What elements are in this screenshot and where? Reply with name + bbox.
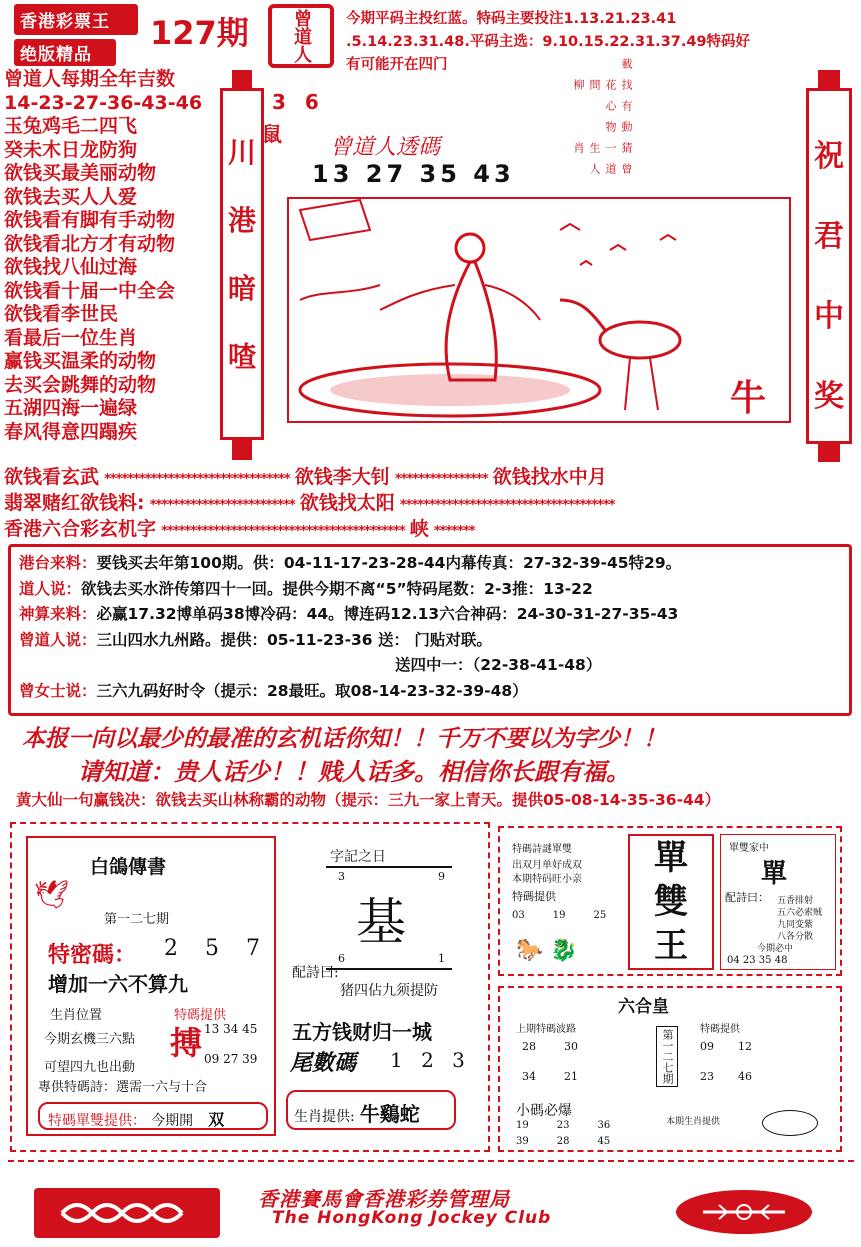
fish-icon	[762, 1110, 818, 1136]
col1-cell: 34	[522, 1070, 536, 1083]
hint-clue: 欲钱找太阳	[299, 492, 395, 514]
right-big: 單	[761, 859, 788, 889]
list-item: 看最后一位生肖	[4, 326, 138, 349]
info-label: 道人说：	[19, 579, 82, 598]
scroll-left-char: 港	[227, 204, 256, 237]
offer-numbers: 13 34 45	[204, 1022, 258, 1036]
col3-cell: 46	[738, 1070, 752, 1083]
right-poem: 九同变紫	[777, 920, 814, 930]
hint-clue: 欲钱找水中月	[492, 466, 607, 488]
info-label: 曾女士说：	[19, 681, 97, 700]
small-cell: 39	[516, 1136, 529, 1147]
center-char: 單	[654, 838, 688, 878]
scroll-side-item: 載	[620, 58, 633, 69]
footer-chinese: 香港賽馬會香港彩券管理局	[258, 1187, 510, 1211]
slogan-line-2: 请知道：贵人话少！！贱人话多。相信你长跟有福。	[78, 757, 630, 786]
hint-clue: 欲钱李大钊	[294, 466, 390, 488]
riddle-number: 25	[593, 910, 607, 921]
riddle-number: 03	[512, 910, 525, 921]
hint-stars: ****************	[394, 472, 488, 487]
col3-cell: 23	[700, 1070, 714, 1083]
poem-label: 配詩曰:	[292, 965, 339, 981]
col3-cell: 12	[738, 1040, 752, 1053]
day-header: 字記之日	[330, 849, 386, 865]
bottom-label: 本期生肖提供	[666, 1117, 721, 1127]
list-item: 欲钱看李世民	[4, 303, 119, 325]
small-cell: 45	[597, 1136, 611, 1147]
small-cell: 23	[556, 1120, 570, 1131]
center-char: 王	[654, 926, 688, 966]
animal-icons: 🐎 🐉	[516, 938, 578, 963]
col1-cell: 28	[522, 1040, 536, 1053]
info-label: 港台来料：	[19, 554, 97, 572]
info-text: 要钱买去年第100期。供：04-11-17-23-28-44内幕传真：27-32-39-45特29。	[96, 554, 682, 572]
zodiac-line: 今期玄機三六點	[44, 1032, 136, 1047]
tail-numbers: 1 2 3	[390, 1048, 471, 1072]
list-item: 赢钱买温柔的动物	[4, 350, 157, 372]
riddle-line: 出双月单好成双	[512, 860, 582, 871]
logo-badge	[14, 4, 138, 65]
riddle-offer: 特碼提供	[512, 890, 556, 903]
day-tl: 3	[338, 870, 345, 883]
logo-line-2: 绝版精品	[14, 39, 116, 66]
list-item: 去买会跳舞的动物	[4, 373, 157, 396]
col1-cell: 30	[564, 1040, 578, 1053]
scroll-left-char: 川	[227, 136, 256, 169]
center-block	[628, 834, 714, 970]
hint-label: 欲钱看玄武	[4, 466, 100, 488]
riddle-numbers	[512, 910, 606, 921]
poem-line: 專供特碼詩：選需一六与十合	[38, 1080, 208, 1095]
panel-right-bottom	[498, 986, 842, 1152]
hint-clue: 峡	[409, 518, 429, 540]
hint-stars: ********************************	[104, 472, 290, 487]
special-label: 特密碼：	[48, 942, 137, 968]
scroll-right-char: 中	[814, 299, 844, 334]
info-row	[19, 602, 841, 628]
scroll-side-text	[570, 58, 634, 174]
scroll-left-char: 暗	[227, 272, 256, 305]
small-label: 小碼必爆	[516, 1103, 572, 1119]
right-poem-label: 配詩曰：	[725, 891, 769, 904]
offer-numbers: 09 27 39	[204, 1052, 258, 1066]
day-br: 1	[438, 952, 445, 965]
scroll-left-char: 喳	[227, 340, 256, 373]
info-text: 三山四水九州路。提供：05-11-23-36 送： 门贴对联。	[96, 630, 492, 649]
right-poem: 五香排射	[777, 896, 814, 906]
mid-slogan: 五方钱财归一城	[292, 1020, 432, 1044]
center-char: 雙	[654, 882, 688, 922]
hkjc-emblem-icon	[676, 1190, 812, 1234]
hint-row	[4, 514, 856, 541]
scroll-top-numbers: 3 6	[272, 90, 325, 114]
scroll-animal: 牛	[730, 378, 767, 419]
pigeon-issue: 第一二七期	[104, 912, 170, 927]
info-row	[19, 628, 841, 654]
col3-row	[700, 1070, 752, 1083]
col1-row	[522, 1040, 578, 1053]
scroll-left	[220, 88, 264, 440]
scroll-right-rod	[818, 442, 840, 462]
right-box	[720, 834, 836, 970]
issue-number: 127期	[150, 14, 249, 52]
footer-english: The HongKong Jockey Club	[272, 1208, 552, 1228]
list-item: 五湖四海一遍绿	[4, 397, 138, 419]
scroll-right-char: 君	[814, 219, 844, 254]
right-bottom: 今期必中	[757, 944, 794, 954]
zodiac-offer-value: 牛鷄蛇	[359, 1102, 420, 1126]
list-item: 春风得意四蹋疾	[4, 420, 138, 443]
hint-label: 翡翠赌红欲钱料:	[4, 492, 145, 514]
six-he-title: 六合皇	[618, 997, 669, 1017]
single-double-label: 特碼單雙提供：	[48, 1113, 146, 1129]
info-text: 必赢17.32博单码38博冷码：44。博连码12.13六合神码：24-30-31-27-35-43	[96, 605, 679, 623]
scroll-left-rod	[232, 70, 252, 90]
scroll-top-zodiac: 鼠	[262, 122, 282, 146]
pigeon-title: 白鴿傳書	[90, 856, 167, 878]
single-double-box	[38, 1102, 268, 1130]
single-double-value: 今期開	[151, 1113, 194, 1129]
scroll-side-item: 猜一生肖	[572, 142, 633, 153]
col3-cell: 09	[700, 1040, 714, 1053]
poem: 猪四佔九须提防	[340, 983, 438, 999]
info-box	[8, 544, 852, 716]
col3-row	[700, 1040, 752, 1053]
info-text: 三六九码好时令（提示：28最旺。取08-14-23-32-39-48）	[96, 681, 528, 700]
day-bl: 6	[338, 952, 345, 965]
small-cell: 19	[516, 1120, 529, 1131]
right-title: 單雙家中	[729, 843, 769, 854]
list-item: 曾道人每期全年吉数	[4, 68, 176, 90]
wong-tai-sin-line: 黄大仙一句赢钱决：欲钱去买山林称霸的动物（提示：三九一家上青天。提供05-08-14-35-36-44）	[16, 791, 721, 809]
hint-stars: ******************************************	[161, 524, 405, 539]
col3-title: 特碼提供	[700, 1024, 740, 1035]
list-item: 欲钱找八仙过海	[4, 256, 138, 278]
pigeon-icon: 🕊	[34, 878, 70, 911]
seal-text: 曾道人	[291, 9, 312, 63]
panel-right-top	[498, 826, 842, 976]
small-cell: 36	[597, 1120, 611, 1131]
left-clue-list	[4, 68, 226, 444]
tail-label: 尾數碼	[290, 1050, 357, 1076]
list-item: 癸未木日龙防狗	[4, 138, 138, 161]
zodiac-title: 生肖位置	[50, 1008, 103, 1023]
add-line: 增加一六不算九	[48, 972, 188, 996]
list-item: 欲钱看有脚有手动物	[4, 209, 176, 231]
info-row	[19, 577, 841, 603]
panel-left	[26, 836, 276, 1136]
scroll-side-item: 找花問柳	[572, 79, 633, 90]
logo-line-1: 香港彩票王	[14, 4, 138, 35]
special-numbers: 2 5 7	[164, 936, 270, 961]
col1-title: 上期特碼波路	[516, 1024, 576, 1035]
info-text: 欲钱去买水浒传第四十一回。提供今期不离“5”特码尾数：2-3推：13-22	[81, 579, 593, 598]
scroll-side-item: 動物	[604, 121, 633, 132]
day-tr: 9	[438, 870, 445, 883]
scroll-illustration	[280, 190, 800, 430]
small-row	[516, 1120, 610, 1131]
list-item: 14-23-27-36-43-46	[4, 91, 203, 114]
zodiac-offer-box	[286, 1090, 456, 1130]
info-label: 神算来料：	[19, 605, 97, 623]
jockey-club-logo-icon	[34, 1188, 220, 1238]
scroll-right-char: 奖	[814, 379, 844, 414]
small-row	[516, 1136, 610, 1147]
hint-stars: *******	[433, 524, 475, 539]
info-row	[19, 679, 841, 705]
hint-stars: *************************	[149, 498, 295, 513]
scroll-side-item: 有心	[604, 100, 633, 111]
riddle-number: 19	[552, 910, 566, 921]
offer-title: 特碼提供	[174, 1008, 227, 1023]
right-numbers: 04 23 35 48	[727, 955, 788, 966]
list-item: 欲钱看十届一中全会	[4, 279, 176, 302]
right-poem: 八各分散	[777, 932, 814, 942]
hint-row	[4, 462, 856, 489]
scroll-numbers: 13 27 35 43	[312, 160, 515, 188]
single-double-result: 双	[208, 1110, 225, 1129]
info-row	[19, 551, 841, 577]
notice-line-3: 有可能开在四门	[346, 57, 448, 73]
list-item: 欲钱买最美丽动物	[4, 162, 157, 184]
small-cell: 28	[556, 1136, 570, 1147]
hint-row	[4, 488, 856, 515]
col1-row	[522, 1070, 578, 1083]
zodiac-offer-label: 生肖提供:	[294, 1109, 355, 1125]
list-item: 欲钱看北方才有动物	[4, 232, 176, 255]
scroll-right	[806, 88, 852, 444]
footer-rule	[8, 1160, 854, 1164]
right-poem: 五六必索贼	[777, 908, 823, 918]
col1-cell: 21	[564, 1070, 578, 1083]
scroll-side-item: 曾道人	[588, 163, 633, 174]
info-text: 送四中一：（22-38-41-48）	[395, 656, 602, 674]
seal-icon	[268, 4, 334, 68]
scroll-title: 曾道人透碼	[330, 135, 441, 160]
hint-stars: *************************************	[399, 498, 615, 513]
panel-mid	[286, 836, 482, 1136]
slogan-line-1: 本报一向以最少的最准的玄机话你知！！千万不要以为字少！！	[22, 725, 666, 752]
day-big-char: 基	[356, 893, 406, 951]
info-row	[19, 653, 841, 679]
info-label: 曾道人说：	[19, 630, 97, 649]
scroll-left-rod	[232, 440, 252, 460]
notice-line-1: 今期平码主投红蓝。特码主要投注1.13.21.23.41	[346, 11, 677, 27]
hint-label: 香港六合彩玄机字	[4, 518, 157, 540]
riddle-title: 特碼詩謎單雙	[512, 844, 572, 855]
list-item: 玉兔鸡毛二四飞	[4, 115, 138, 137]
zodiac-line: 可望四九也出動	[44, 1060, 136, 1075]
list-item: 欲钱去买人人爱	[4, 185, 138, 208]
scroll-right-char: 祝	[814, 139, 844, 174]
notice-line-2: .5.14.23.31.48.平码主选：9.10.15.22.31.37.49特码好	[346, 34, 751, 50]
riddle-line: 本期特码旺小亲	[512, 874, 582, 885]
scroll-right-rod	[818, 70, 840, 90]
offer-char: 搏	[170, 1024, 203, 1062]
issue-vertical: 第一二七期	[656, 1026, 678, 1087]
